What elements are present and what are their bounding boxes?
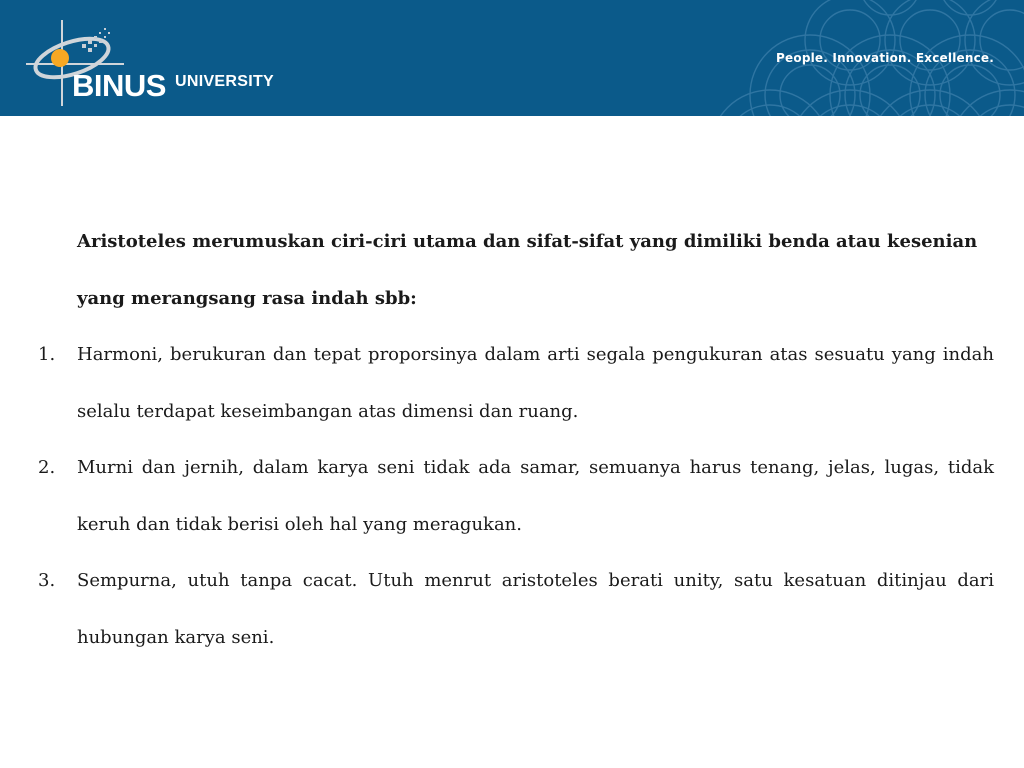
criteria-list xyxy=(38,327,994,666)
binus-university-logo xyxy=(20,18,320,108)
list-item xyxy=(38,440,994,553)
slide-intro: Aristoteles merumuskan ciri-ciri utama dan sifat-sifat yang dimiliki benda atau kesenian yang merangsang rasa indah sbb: xyxy=(77,231,978,309)
tagline: People. Innovation. Excellence. xyxy=(776,51,994,65)
logo-university-text: UNIVERSITY xyxy=(175,73,275,90)
list-item xyxy=(38,553,994,666)
logo-binus-text: BINUS xyxy=(72,68,166,103)
slide-content xyxy=(38,214,994,666)
list-item-text: Harmoni, berukuran dan tepat proporsinya dalam arti segala pengukuran atas sesuatu yang indah selalu terdapat keseimbangan atas dimensi dan ruang. xyxy=(77,344,994,422)
list-item-text: Sempurna, utuh tanpa cacat. Utuh menrut aristoteles berati unity, satu kesatuan ditinjau dari hubungan karya seni. xyxy=(77,570,994,648)
header-banner xyxy=(0,0,1024,116)
list-item-number: 3. xyxy=(38,570,56,591)
logo-swoosh-icon xyxy=(20,18,320,108)
list-item-number: 1. xyxy=(38,344,56,365)
list-item-number: 2. xyxy=(38,457,56,478)
list-item-text: Murni dan jernih, dalam karya seni tidak ada samar, semuanya harus tenang, jelas, lugas, tidak keruh dan tidak berisi oleh hal yang meragukan. xyxy=(77,457,994,535)
list-item xyxy=(38,327,994,440)
